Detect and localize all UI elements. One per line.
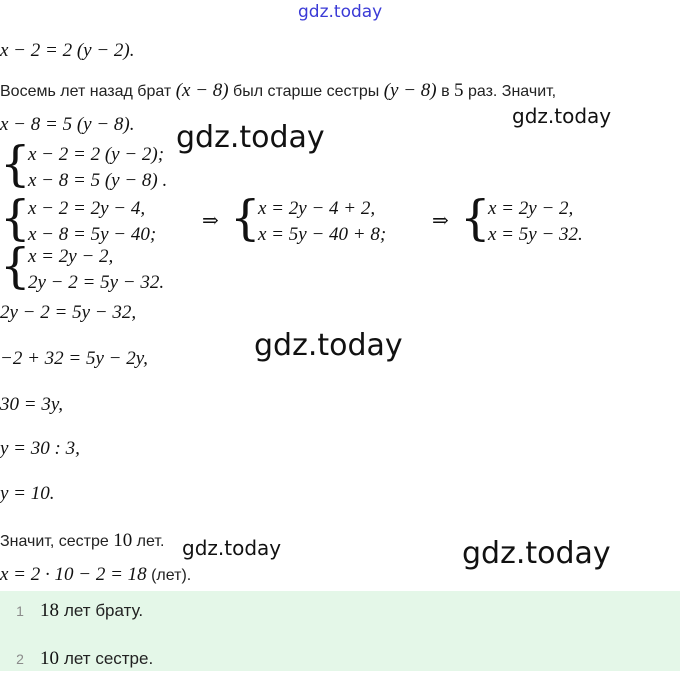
equation-system [460, 190, 640, 248]
text-fragment: Восемь лет назад брат [0, 83, 176, 100]
watermark: gdz.today [512, 104, 612, 128]
brace-icon: { [230, 190, 261, 246]
answer-block [0, 591, 680, 671]
text-fragment: раз. Значит, [463, 83, 557, 100]
math-fragment: 5 [454, 80, 464, 101]
answer-label: лет брату. [64, 601, 144, 620]
brace-icon: { [460, 190, 491, 246]
answer-label: лет сестре. [64, 649, 154, 668]
system-row: x − 2 = 2 (y − 2); [28, 144, 165, 165]
equation-line: y = 30 : 3, [0, 438, 80, 459]
equation-line: 30 = 3y, [0, 394, 63, 415]
math-fragment: (x − 8) [175, 80, 229, 101]
text-fragment: в [436, 83, 455, 100]
text-fragment: (лет). [146, 567, 192, 584]
answer-number: 1 [16, 603, 24, 619]
math-fragment: 10 [113, 530, 133, 551]
watermark-top: gdz.today [298, 2, 383, 22]
watermark: gdz.today [182, 536, 282, 560]
watermark: gdz.today [176, 120, 325, 155]
equation-line: y = 10. [0, 483, 55, 504]
equation-system [230, 190, 430, 248]
brace-icon: { [0, 238, 31, 294]
answer-item [0, 639, 153, 679]
watermark: gdz.today [462, 536, 611, 571]
system-row: 2y − 2 = 5y − 32. [28, 272, 165, 293]
equation-system [0, 136, 240, 194]
answer-value: 10 [40, 648, 59, 669]
math-fragment: x = 2 · 10 − 2 = 18 [0, 564, 147, 585]
system-row: x = 2y − 4 + 2, [258, 198, 376, 219]
system-row: x − 2 = 2y − 4, [28, 198, 146, 219]
text-fragment: лет. [132, 533, 165, 550]
brace-icon: { [0, 190, 31, 246]
system-row: x − 8 = 5y − 40; [28, 224, 157, 245]
system-row: x − 8 = 5 (y − 8) . [28, 170, 168, 191]
answer-value: 18 [40, 600, 59, 621]
brace-icon: { [0, 136, 31, 192]
text-line [0, 530, 164, 552]
answer-item [0, 591, 143, 631]
equation-system [0, 190, 210, 248]
text-fragment: был старше сестры [228, 83, 384, 100]
text-fragment: Значит, сестре [0, 533, 114, 550]
equation-line: −2 + 32 = 5y − 2y, [0, 348, 148, 369]
implies-arrow: ⇒ [432, 208, 449, 232]
equation-system [0, 238, 220, 296]
equation-line: 2y − 2 = 5y − 32, [0, 302, 137, 323]
math-fragment: (y − 8) [383, 80, 437, 101]
watermark: gdz.today [254, 328, 403, 363]
system-row: x = 2y − 2, [488, 198, 574, 219]
answer-number: 2 [16, 651, 24, 667]
system-row: x = 5y − 40 + 8; [258, 224, 387, 245]
equation-line: x − 8 = 5 (y − 8). [0, 114, 135, 135]
equation-line [0, 564, 191, 586]
system-row: x = 2y − 2, [28, 246, 114, 267]
implies-arrow: ⇒ [202, 208, 219, 232]
system-row: x = 5y − 32. [488, 224, 583, 245]
equation-line: x − 2 = 2 (y − 2). [0, 40, 135, 61]
text-line [0, 80, 556, 102]
